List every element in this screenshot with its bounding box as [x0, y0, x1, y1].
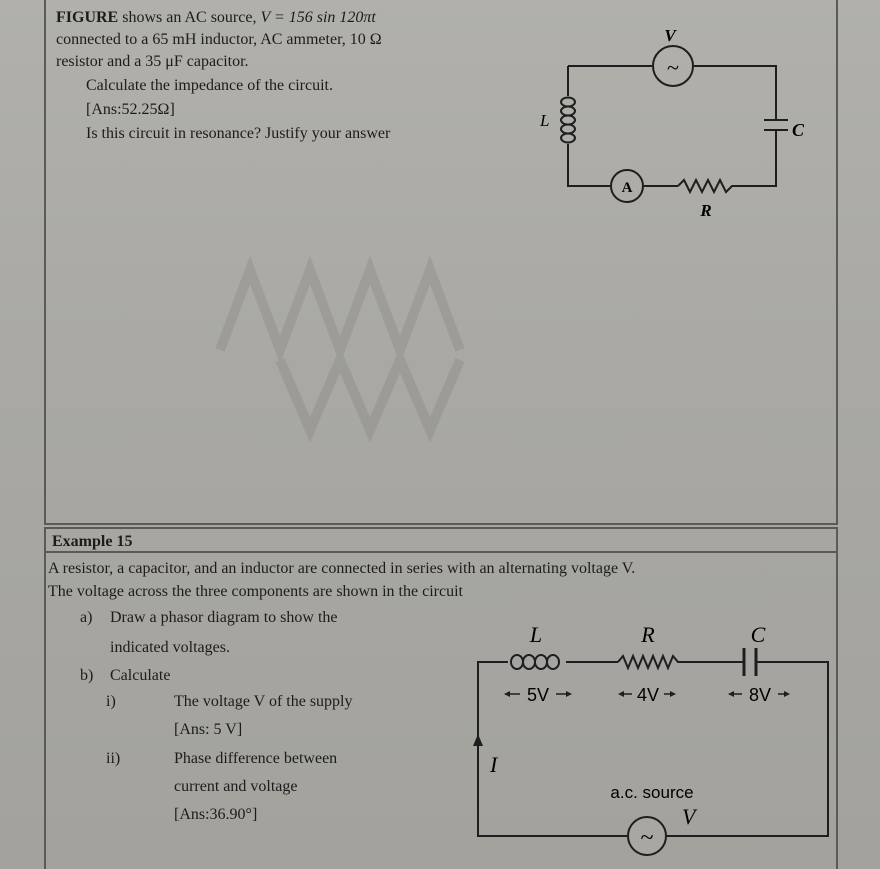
part-a-marker: a) — [80, 609, 93, 626]
resistor-icon — [678, 180, 734, 192]
current-label: I — [490, 752, 498, 777]
question-resonance: Is this circuit in resonance? Justify your answer — [86, 125, 391, 142]
inductor-icon — [561, 98, 575, 143]
part-bii-answer: [Ans:36.90°] — [174, 806, 258, 823]
inductor-label: L — [540, 111, 550, 130]
part-bii-text-1: Phase difference between — [174, 750, 338, 767]
voltage-c-value: 8V — [748, 685, 772, 705]
problem-line-1-text: shows an AC source, — [122, 9, 257, 26]
bottom-inductor-icon — [511, 655, 559, 669]
bottom-ac-source-symbol: ~ — [640, 825, 654, 851]
bottom-resistor-icon — [618, 656, 682, 668]
figure-label: FIGURE — [56, 9, 119, 26]
problem-line-3: resistor and a 35 μF capacitor. — [56, 53, 249, 70]
ammeter-label: A — [621, 180, 633, 196]
part-b-text: Calculate — [110, 667, 171, 684]
source-label-v: V — [664, 26, 676, 45]
example-intro-line-2: The voltage across the three components are shown in the circuit — [48, 583, 463, 600]
example-intro-line-1: A resistor, a capacitor, and an inductor are connected in series with an alternating voltage V. — [48, 560, 636, 577]
bottom-resistor-label: R — [641, 622, 655, 647]
capacitor-icon — [764, 120, 788, 130]
part-bi-text: The voltage V of the supply — [174, 693, 353, 710]
series-rlc-circuit — [470, 612, 840, 861]
part-bii-marker: ii) — [106, 750, 121, 767]
example-heading: Example 15 — [52, 533, 133, 550]
part-bii-text-2: current and voltage — [174, 778, 298, 795]
resistor-label: R — [700, 201, 712, 220]
voltage-l-value: 5V — [526, 685, 550, 705]
answer-impedance: [Ans:52.25Ω] — [86, 101, 175, 118]
voltage-r-value: 4V — [636, 685, 660, 705]
bottom-capacitor-label: C — [750, 622, 766, 647]
question-impedance: Calculate the impedance of the circuit. — [86, 77, 333, 94]
heading-divider — [44, 551, 836, 553]
source-equation: V = 156 sin 120πt — [260, 9, 376, 26]
voltage-r-annotation — [618, 685, 676, 705]
bleed-through-graphic — [210, 240, 510, 450]
problem-line-1 — [56, 8, 376, 28]
bottom-capacitor-icon — [744, 648, 756, 676]
capacitor-label: C — [792, 120, 805, 140]
part-a-text-1: Draw a phasor diagram to show the — [110, 609, 338, 626]
part-a-text-2: indicated voltages. — [110, 639, 230, 656]
bottom-inductor-label: L — [529, 622, 543, 647]
ac-source-symbol: ~ — [667, 55, 679, 80]
voltage-l-annotation — [504, 685, 572, 705]
ac-source-label: a.c. source — [610, 783, 694, 802]
current-arrow-icon — [473, 734, 483, 772]
supply-voltage-label: V — [682, 804, 696, 829]
part-b-marker: b) — [80, 667, 94, 684]
part-bi-marker: i) — [106, 693, 116, 710]
problem-line-2: connected to a 65 mH inductor, AC ammeter, 10 Ω — [56, 31, 382, 48]
voltage-c-annotation — [728, 685, 790, 705]
part-bi-answer: [Ans: 5 V] — [174, 721, 243, 738]
rlc-circuit-diagram — [520, 14, 820, 224]
